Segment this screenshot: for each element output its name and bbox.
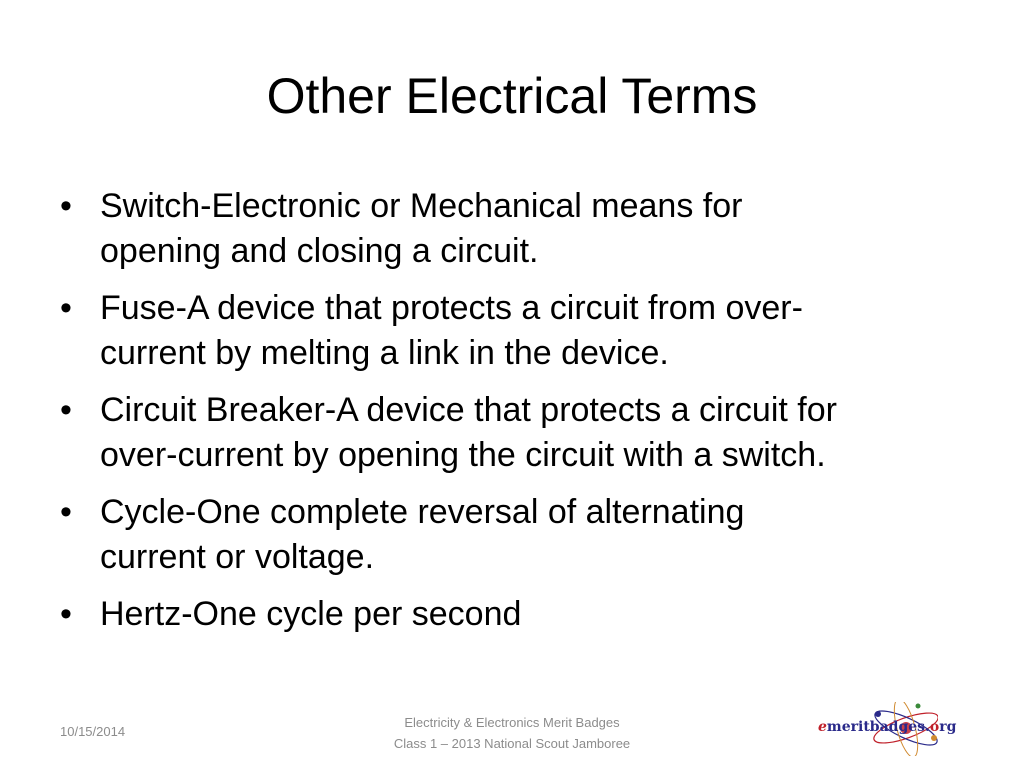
footer-caption-line1: Electricity & Electronics Merit Badges: [404, 715, 620, 730]
bullet-item-switch: [58, 184, 968, 274]
bullet-text-line2: over-current by opening the circuit with a switch.: [100, 436, 826, 474]
footer-date: 10/15/2014: [60, 724, 126, 739]
bullet-text-line1: Hertz-One cycle per second: [100, 595, 522, 633]
slide-title: Other Electrical Terms: [266, 68, 758, 124]
emeritbadges-logo: [818, 702, 957, 756]
footer-caption-line2: Class 1 – 2013 National Scout Jamboree: [393, 736, 631, 751]
bullet-list: [58, 184, 968, 649]
footer-caption: [312, 712, 712, 754]
logo-wordmark: emeritbadges.org: [818, 719, 957, 735]
bullet-text-line2: current or voltage.: [100, 538, 375, 576]
bullet-icon: •: [60, 289, 72, 327]
bullet-text-line2: current by melting a link in the device.: [100, 334, 669, 372]
bullet-item-hertz: [58, 592, 968, 637]
bullet-icon: •: [60, 391, 72, 429]
bullet-text-line1: Circuit Breaker-A device that protects a circuit for: [100, 391, 837, 429]
bullet-item-fuse: [58, 286, 968, 376]
bullet-icon: •: [60, 595, 72, 633]
bullet-text-line1: Switch-Electronic or Mechanical means for: [100, 187, 743, 225]
bullet-item-circuit-breaker: [58, 388, 968, 478]
bullet-icon: •: [60, 493, 72, 531]
bullet-item-cycle: [58, 490, 968, 580]
bullet-icon: •: [60, 187, 72, 225]
bullet-text-line1: Cycle-One complete reversal of alternating: [100, 493, 745, 531]
bullet-text-line2: opening and closing a circuit.: [100, 232, 539, 270]
bullet-text-line1: Fuse-A device that protects a circuit from over-: [100, 289, 803, 327]
